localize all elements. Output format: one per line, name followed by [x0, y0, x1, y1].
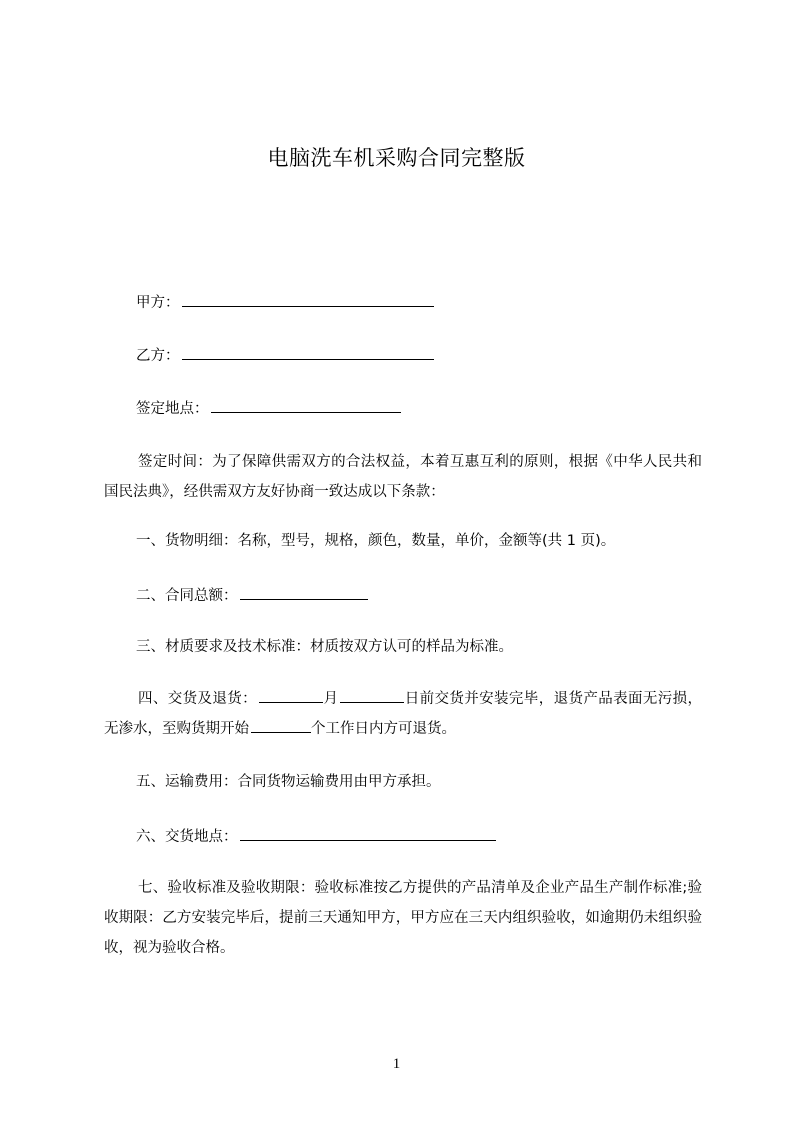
clause-4-paragraph — [104, 684, 702, 744]
party-b-label: 乙方： — [136, 348, 180, 364]
party-a-label: 甲方： — [136, 295, 180, 311]
clause-6-label: 六、交货地点： — [136, 829, 238, 845]
signing-place-label: 签定地点： — [136, 401, 209, 417]
delivery-place-blank — [240, 826, 496, 841]
page-number: 1 — [392, 1056, 401, 1072]
party-a-blank — [182, 292, 434, 307]
clause-2-line — [136, 585, 368, 605]
clause-4-suffix: 个工作日内方可退货。 — [311, 721, 456, 737]
clause-3: 三、材质要求及技术标准：材质按双方认可的样品为标准。 — [136, 639, 513, 655]
delivery-day-blank — [340, 688, 404, 703]
party-a-line — [136, 292, 434, 312]
signing-place-blank — [211, 398, 401, 413]
clause-4-mid: 日前交货并安装完毕，退货产品表面无污损，无渗水，至购货期开始 — [104, 691, 703, 737]
return-days-blank — [251, 718, 311, 733]
signing-place-line — [136, 398, 401, 418]
party-b-line — [136, 345, 434, 365]
clause-4-month: 月 — [323, 691, 339, 707]
clause-7-paragraph: 七、验收标准及验收期限：验收标准按乙方提供的产品清单及企业产品生产制作标准;验收期限：乙方安装完毕后，提前三天通知甲方，甲方应在三天内组织验收，如逾期仍未组织验收，视为验收合格。 — [104, 880, 702, 956]
signing-time-paragraph: 签定时间：为了保障供需双方的合法权益，本着互惠互利的原则，根据《中华人民共和国民法典》，经供需双方友好协商一致达成以下条款： — [104, 454, 702, 500]
clause-1: 一、货物明细：名称，型号，规格，颜色，数量，单价，金额等(共 1 页)。 — [136, 533, 616, 549]
party-b-blank — [182, 345, 434, 360]
delivery-month-blank — [259, 688, 323, 703]
clause-6-line — [136, 826, 496, 846]
clause-5: 五、运输费用：合同货物运输费用由甲方承担。 — [136, 774, 441, 790]
document-title: 电脑洗车机采购合同完整版 — [267, 146, 526, 170]
clause-4-prefix: 四、交货及退货： — [138, 691, 258, 707]
contract-total-blank — [240, 585, 368, 600]
clause-2-label: 二、合同总额： — [136, 588, 238, 604]
